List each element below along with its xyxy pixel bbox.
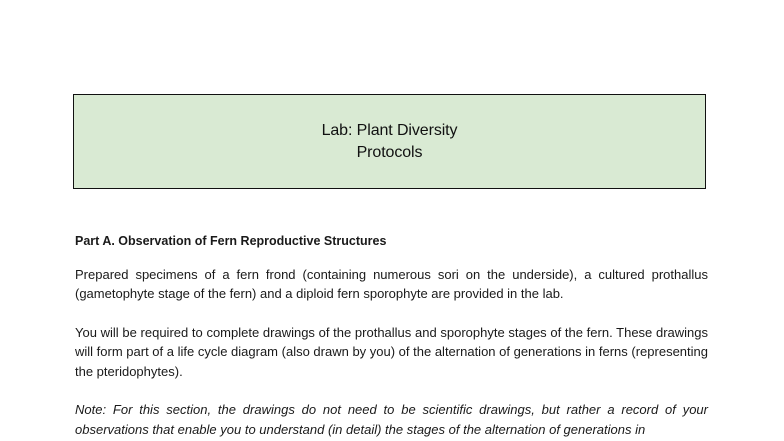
document-body (75, 232, 708, 439)
document-subtitle: Protocols (356, 143, 423, 161)
section-heading: Part A. Observation of Fern Reproductive Structures (75, 234, 387, 248)
note-paragraph: Note: For this section, the drawings do not need to be scientific drawings, but rather a record of your observations that enable you to understand (in detail) the stages of the alternation of generations in (75, 402, 708, 437)
paragraph-drawings: You will be required to complete drawings of the prothallus and sporophyte stages of the fern. These drawings will form part of a life cycle diagram (also drawn by you) of the alternation of generations in ferns (representing the pteridophytes). (75, 324, 708, 379)
document-title: Lab: Plant Diversity (321, 121, 458, 139)
title-box (73, 94, 706, 189)
paragraph-specimens: Prepared specimens of a fern frond (containing numerous sori on the underside), a cultured prothallus (gametophyte stage of the fern) and a diploid fern sporophyte are provided in the lab. (75, 266, 708, 301)
